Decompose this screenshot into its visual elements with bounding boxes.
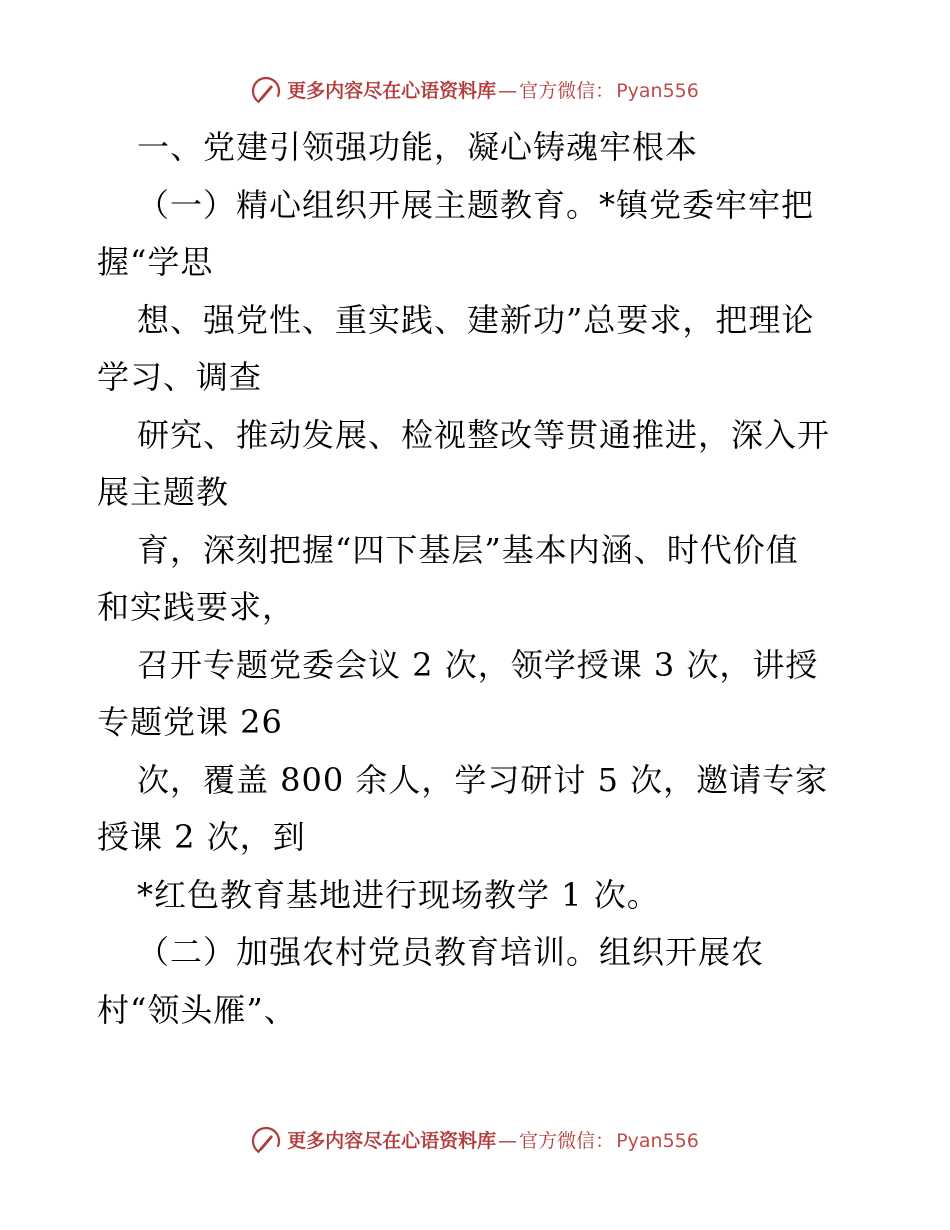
document-body (97, 119, 877, 1039)
banner-wechat-id: Pyan556 (616, 80, 699, 102)
doc-line: （二）加强农村党员教育培训。组织开展农 (137, 933, 765, 971)
banner-dash: — (498, 1130, 518, 1152)
banner-site-name: 更多内容尽在心语资料库 (287, 1130, 497, 1152)
doc-line: 育，深刻把握“四下基层”基本内涵、时代价值 (137, 530, 799, 569)
quill-pen-logo-icon (251, 1126, 281, 1156)
doc-line: 村“领头雁”、 (97, 990, 297, 1029)
header-watermark-banner (0, 76, 950, 106)
doc-line: 授课 2 次，到 (97, 818, 306, 856)
doc-line: 研究、推动发展、检视整改等贯通推进，深入开 (137, 415, 831, 454)
banner-dash: — (498, 80, 518, 102)
doc-line: 专题党课 26 (97, 703, 283, 741)
banner-official-label: 官方微信： (519, 80, 615, 102)
doc-line: （一）精心组织开展主题教育。*镇党委牢牢把 (137, 185, 815, 224)
doc-line: 握“学思 (97, 243, 214, 281)
banner-official-label: 官方微信： (519, 1130, 615, 1152)
doc-line: 召开专题党委会议 2 次，领学授课 3 次，讲授 (137, 645, 819, 684)
quill-pen-logo-icon (251, 76, 281, 106)
doc-line: 和实践要求， (97, 588, 296, 626)
footer-watermark-banner (0, 1126, 950, 1156)
banner-site-name: 更多内容尽在心语资料库 (287, 80, 497, 102)
banner-wechat-id: Pyan556 (616, 1130, 699, 1152)
doc-line: 一、党建引领强功能，凝心铸魂牢根本 (137, 128, 699, 166)
doc-line: *红色教育基地进行现场教学 1 次。 (137, 875, 660, 914)
doc-line: 想、强党性、重实践、建新功”总要求，把理论 (137, 300, 815, 339)
doc-line: 次，覆盖 800 余人，学习研讨 5 次，邀请专家 (137, 760, 829, 799)
doc-line: 展主题教 (97, 473, 230, 511)
doc-line: 学习、调查 (97, 358, 263, 396)
